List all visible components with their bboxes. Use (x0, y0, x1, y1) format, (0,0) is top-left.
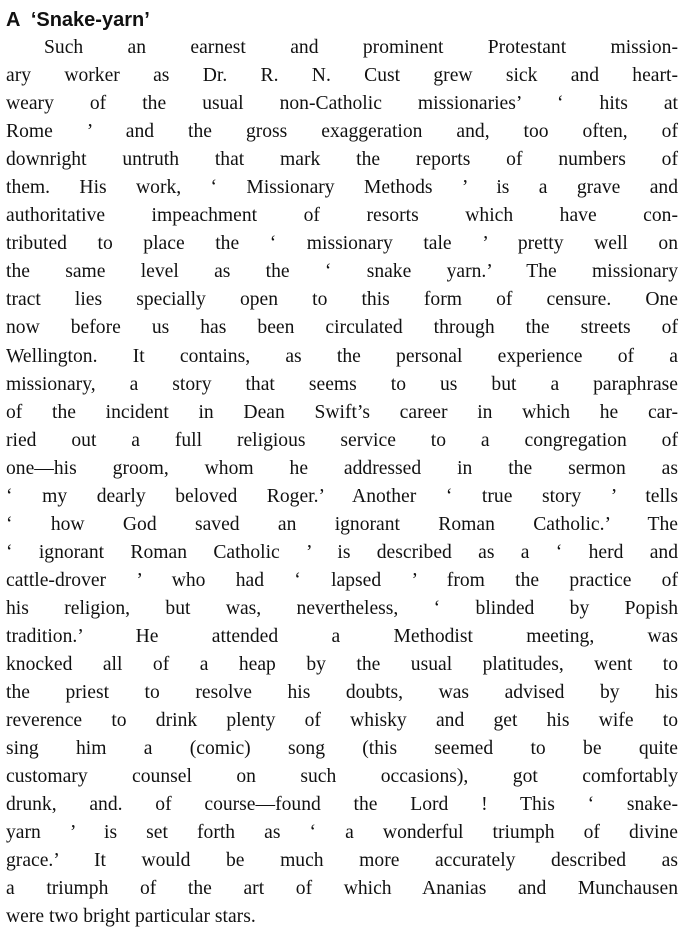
article-body (6, 34, 678, 932)
body-line: yarn ’ is set forth as ‘ a wonderful triumph of divine (6, 822, 678, 844)
body-line: customary counsel on such occasions), got comfortably (6, 766, 678, 788)
body-line: weary of the usual non-Catholic missionaries’ ‘ hits at (6, 93, 678, 115)
body-line: one—his groom, whom he addressed in the sermon as (6, 457, 678, 479)
body-line: ‘ how God saved an ignorant Roman Catholic.’ The (6, 513, 678, 535)
body-line: sing him a (comic) song (this seemed to be quite (6, 738, 678, 760)
body-line: now before us has been circulated through the streets of (6, 317, 678, 339)
body-line: his religion, but was, nevertheless, ‘ blinded by Popish (6, 597, 678, 619)
body-line: ried out a full religious service to a congregation of (6, 429, 678, 451)
body-line: tradition.’ He attended a Methodist meeting, was (6, 625, 678, 647)
body-line: authoritative impeachment of resorts which have con- (6, 205, 678, 227)
body-line: a triumph of the art of which Ananias and Munchausen (6, 878, 678, 900)
body-line: tributed to place the ‘ missionary tale ’ pretty well on (6, 233, 678, 255)
body-line: tract lies specially open to this form of censure. One (6, 289, 678, 311)
body-line: Wellington. It contains, as the personal experience of a (6, 345, 678, 367)
body-line: ary worker as Dr. R. N. Cust grew sick and heart- (6, 65, 678, 87)
body-line: the priest to resolve his doubts, was advised by his (6, 682, 678, 704)
article-headline: A ‘Snake-yarn’ (6, 9, 150, 31)
body-line: downright untruth that mark the reports of numbers of (6, 149, 678, 171)
body-line: them. His work, ‘ Missionary Methods ’ is a grave and (6, 177, 678, 199)
body-line: drunk, and. of course—found the Lord ! This ‘ snake- (6, 794, 678, 816)
body-line: Rome ’ and the gross exaggeration and, too often, of (6, 121, 678, 143)
body-line: missionary, a story that seems to us but a paraphrase (6, 373, 678, 395)
body-line: reverence to drink plenty of whisky and get his wife to (6, 710, 678, 732)
body-line: were two bright particular stars. (6, 906, 256, 928)
body-line: cattle-drover ’ who had ‘ lapsed ’ from the practice of (6, 569, 678, 591)
body-line: Such an earnest and prominent Protestant mission- (44, 37, 678, 58)
body-line: grace.’ It would be much more accurately described as (6, 850, 678, 872)
body-line: knocked all of a heap by the usual platitudes, went to (6, 654, 678, 676)
body-line: ‘ my dearly beloved Roger.’ Another ‘ true story ’ tells (6, 485, 678, 507)
article (6, 6, 678, 932)
body-line: the same level as the ‘ snake yarn.’ The missionary (6, 261, 678, 283)
body-line: of the incident in Dean Swift’s career in which he car- (6, 401, 678, 423)
body-line: ‘ ignorant Roman Catholic ’ is described as a ‘ herd and (6, 541, 678, 563)
